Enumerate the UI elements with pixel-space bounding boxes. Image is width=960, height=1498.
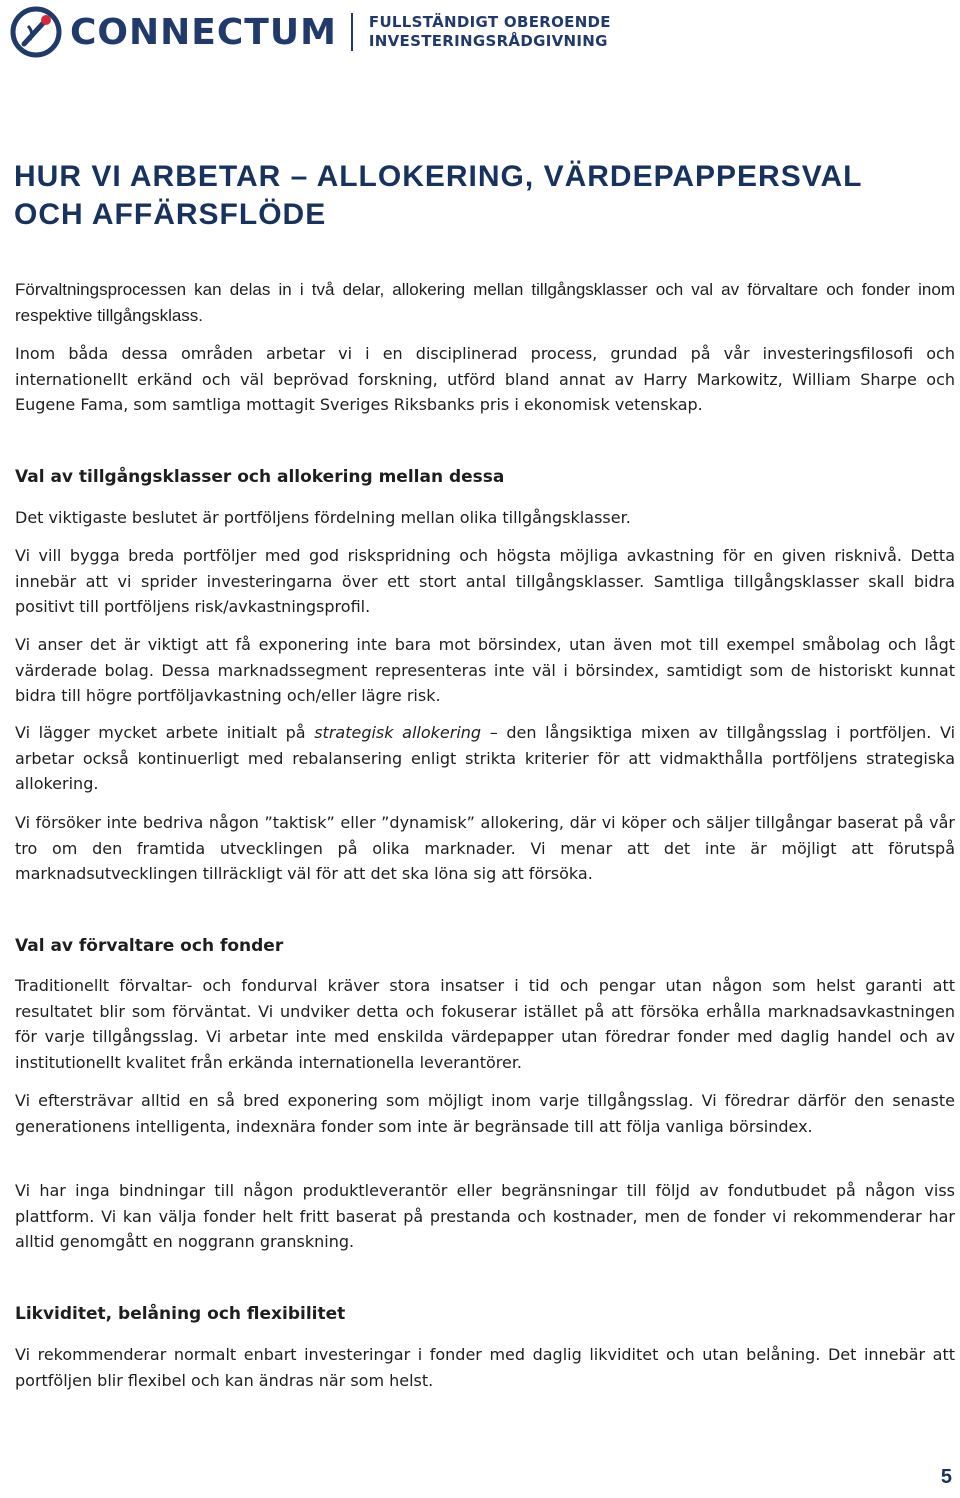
section-heading-liquidity: Likviditet, belåning och flexibilitet: [15, 1304, 346, 1324]
strategic-allocation-term: strategisk allokering: [314, 723, 482, 742]
tagline-line-1: FULLSTÄNDIGT OBEROENDE: [368, 13, 611, 31]
section2-paragraph-2: Vi eftersträvar alltid en så bred exponering som möjligt inom varje tillgångsslag. Vi föredrar därför den senaste generationens intelligenta, indexnära fonder som inte är begränsade till att följa vanliga börsindex.: [15, 1091, 955, 1136]
section1-paragraph-4-end: – den långsiktiga mixen av tillgångsslag i portföljen. Vi arbetar också kontinuerligt med rebalansering enligt strikta kriterier för att vidmakthålla portföljens strategiska allokering.: [15, 723, 956, 793]
intro-paragraph-2: Inom båda dessa områden arbetar vi i en disciplinerad process, grundad på vår investeringsfilosofi och internationellt erkänd och väl beprövad forskning, utförd bland annat av Harry Markowitz, William Sharpe och Eugene Fama, som samtliga mottagit Sveriges Riksbanks pris i ekonomisk vetenskap.: [15, 344, 955, 414]
section2-paragraph-1: Traditionellt förvaltar- och fondurval kräver stora insatser i tid och pengar utan någon som helst garanti att resultatet blir som förväntat. Vi undviker detta och fokuserar istället på att försöka erhålla marknadsavkastningen för varje tillgångsslag. Vi arbetar inte med enskilda värdepapper utan föredrar fonder med daglig handel och av institutionellt kvalitet från erkända internationella leverantörer.: [15, 976, 955, 1072]
section1-paragraph-2: Vi vill bygga breda portföljer med god riskspridning och högsta möjliga avkastning för en given risknivå. Detta innebär att vi sprider investeringarna över ett stort antal tillgångsklasser. Samtliga tillgångsklasser skall bidra positivt till portföljens risk/avkastningsprofil.: [15, 546, 955, 616]
header-tagline: [369, 13, 611, 51]
header-divider: [351, 13, 353, 51]
section1-paragraph-4-start: Vi lägger mycket arbete initialt på: [15, 723, 315, 742]
section1-paragraph-5: Vi försöker inte bedriva någon ”taktisk” eller ”dynamisk” allokering, där vi köper och säljer tillgångar baserat på vår tro om den framtida utvecklingen på olika marknader. Vi menar att det inte är möjligt att förutspå marknadsutvecklingen tillräckligt väl för att det ska löna sig att försöka.: [15, 813, 955, 883]
page-number: 5: [940, 1466, 952, 1488]
section-heading-managers-funds: Val av förvaltare och fonder: [15, 936, 284, 956]
section2-paragraph-3: Vi har inga bindningar till någon produktleverantör eller begränsningar till följd av fondutbudet på någon viss plattform. Vi kan välja fonder helt fritt baserat på prestanda och kostnader, men de fonder vi rekommenderar har alltid genomgått en noggrann granskning.: [15, 1181, 955, 1251]
page-title-line-1: HUR VI ARBETAR – ALLOKERING, VÄRDEPAPPERSVAL: [14, 160, 863, 193]
intro-paragraph-1: Förvaltningsprocessen kan delas in i två delar, allokering mellan tillgångsklasser och val av förvaltare och fonder inom respektive tillgångsklass.: [15, 280, 955, 325]
connectum-logo-icon: [10, 6, 62, 58]
section1-paragraph-1: Det viktigaste beslutet är portföljens fördelning mellan olika tillgångsklasser.: [15, 508, 631, 527]
section3-paragraph-1: Vi rekommenderar normalt enbart investeringar i fonder med daglig likviditet och utan belåning. Det innebär att portföljen blir flexibel och kan ändras när som helst.: [15, 1345, 955, 1390]
tagline-line-2: INVESTERINGSRÅDGIVNING: [368, 32, 608, 50]
page-title: [14, 158, 954, 234]
page-title-line-2: OCH AFFÄRSFLÖDE: [14, 198, 327, 231]
page-header: [10, 6, 611, 58]
section1-paragraph-3: Vi anser det är viktigt att få exponering inte bara mot börsindex, utan även mot till exempel småbolag och lågt värderade bolag. Dessa marknadssegment representeras inte väl i börsindex, samtidigt som de historiskt kunnat bidra till högre portföljavkastning och/eller lägre risk.: [15, 635, 955, 705]
section-heading-asset-classes: Val av tillgångsklasser och allokering mellan dessa: [15, 467, 505, 487]
brand-name: CONNECTUM: [70, 11, 337, 53]
section1-paragraph-4: [15, 720, 955, 797]
